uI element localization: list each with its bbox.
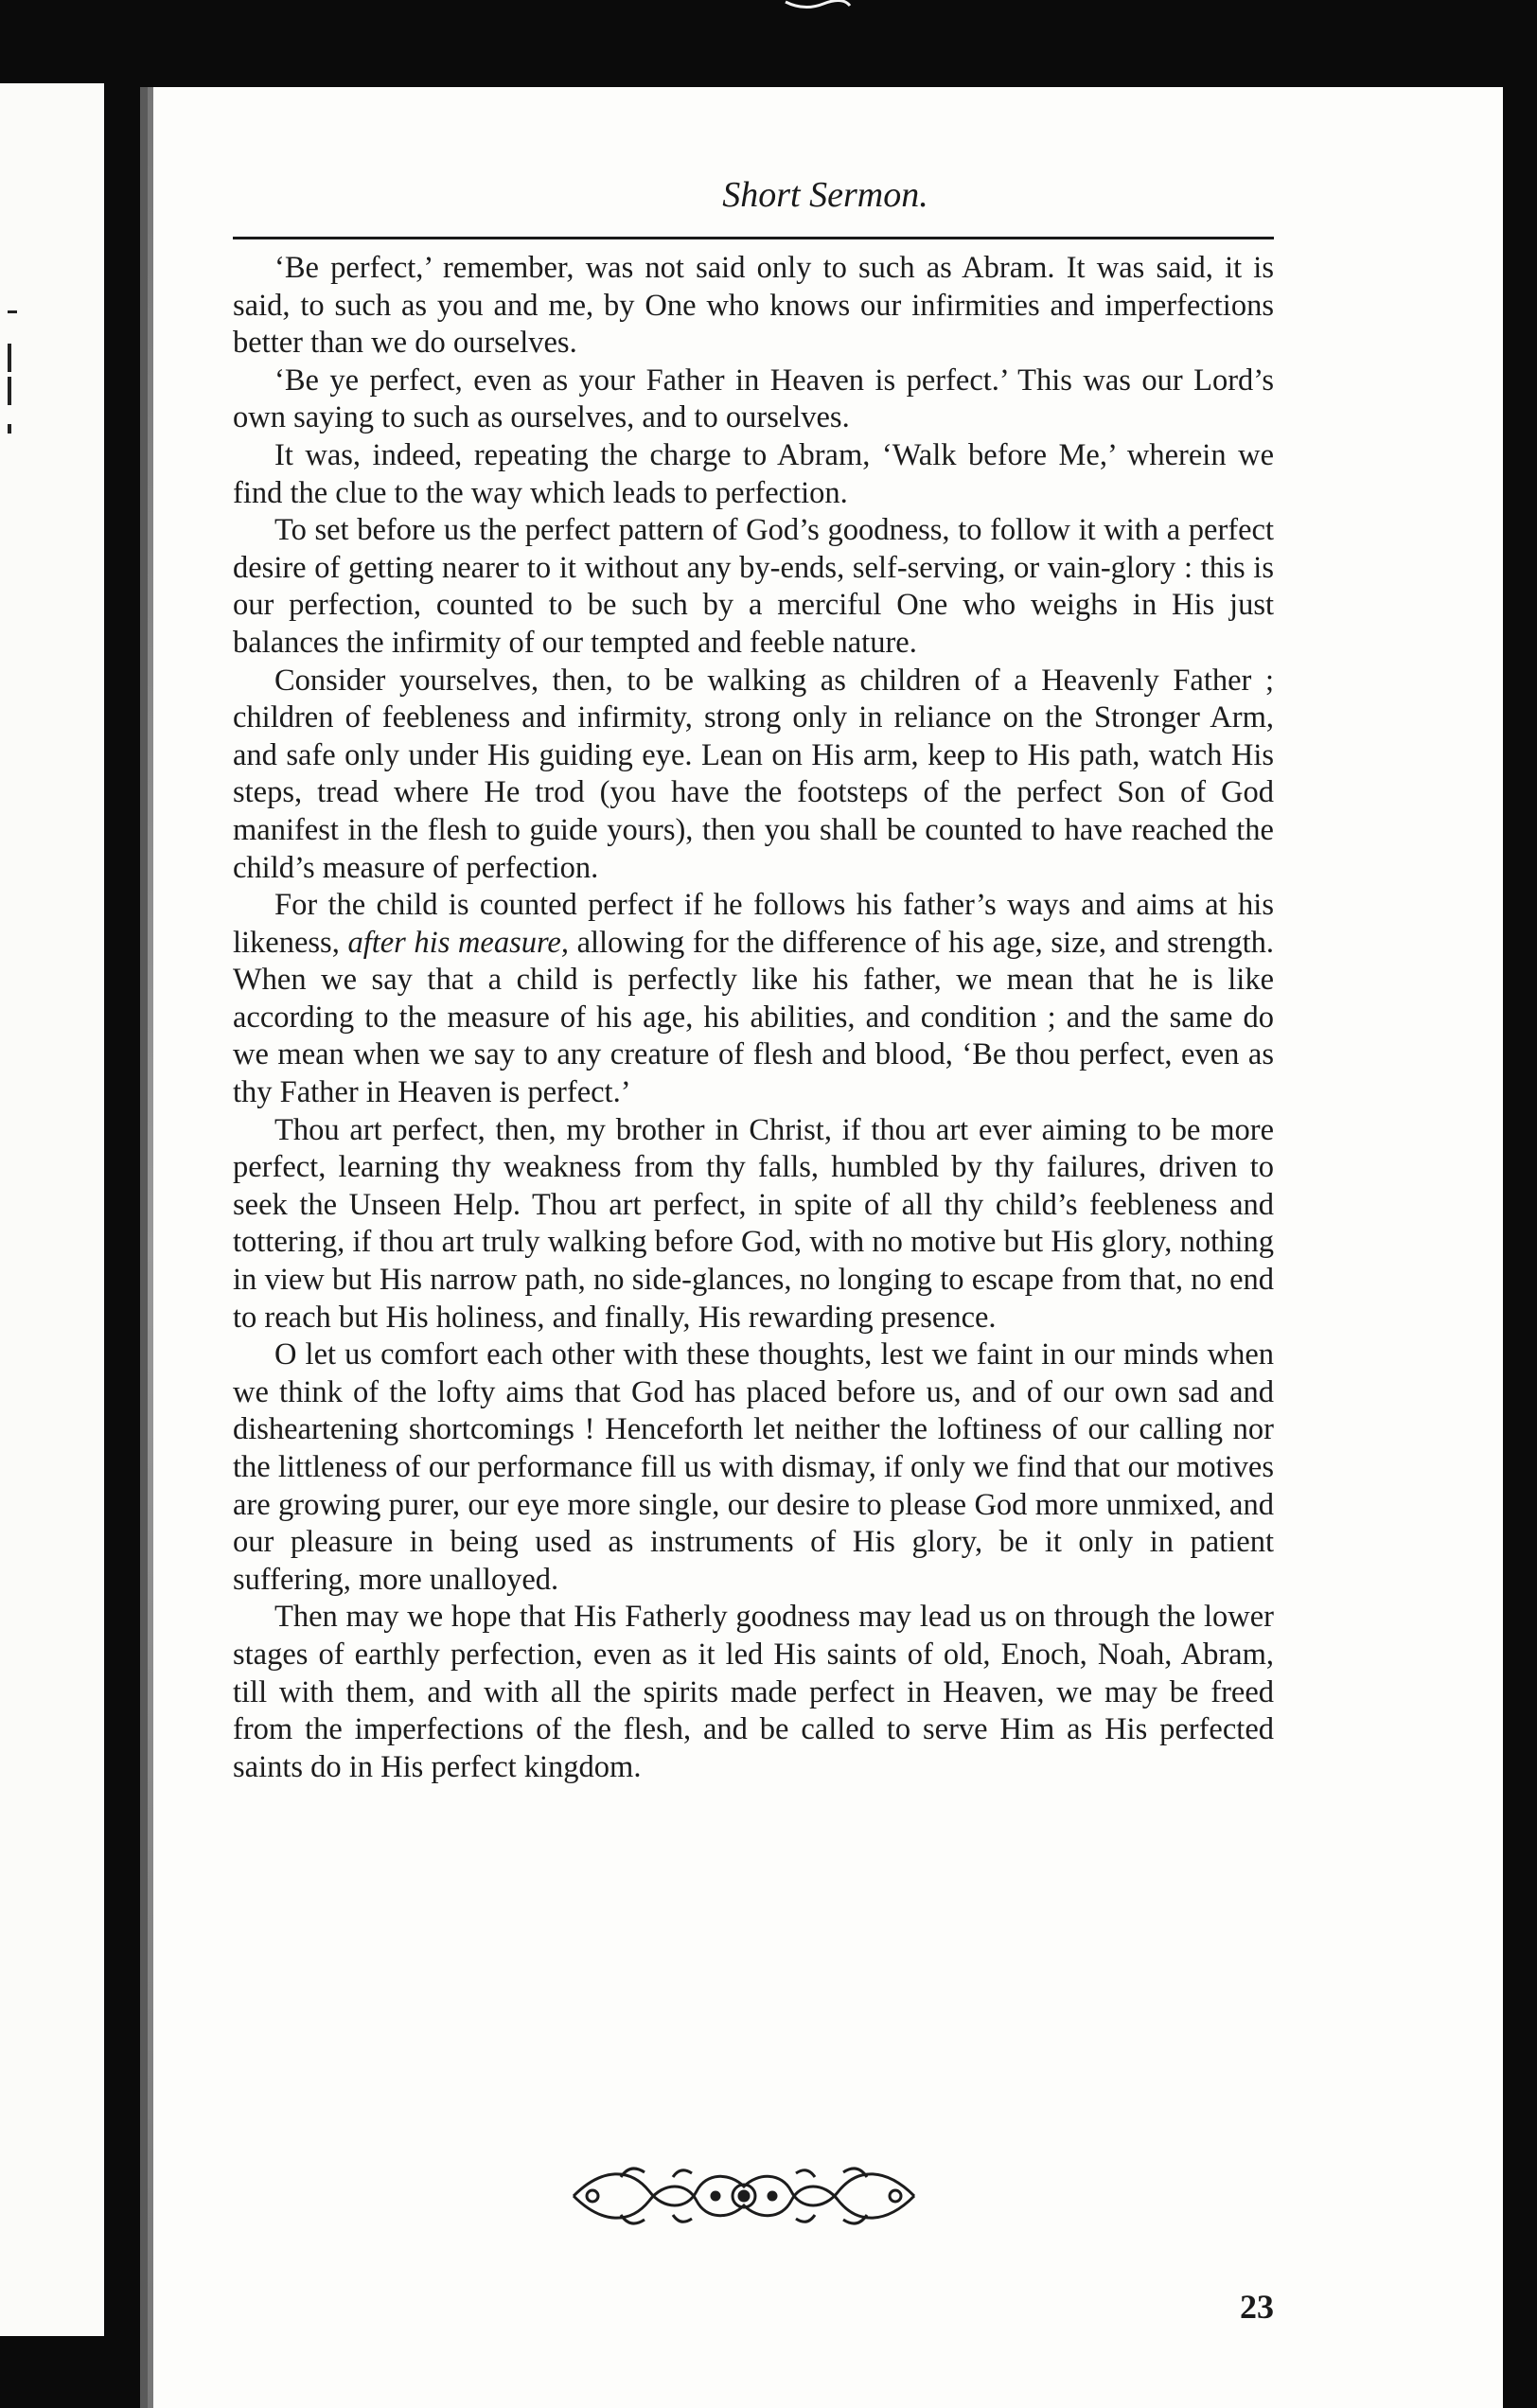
- scan-speck: [776, 0, 852, 13]
- floral-tailpiece-icon: [564, 2149, 924, 2243]
- paragraph: Consider yourselves, then, to be walking as children of a Heavenly Father ; children of feebleness and infirmity, strong only in reliance on the Stronger Arm, and safe only under His guiding eye. Lean on His arm, keep to His path, watch His steps, tread where He trod (you have the footsteps of the perfect Son of God manifest in the flesh to guide yours), then you shall be counted to have reached the child’s measure of perfection.: [233, 663, 1274, 885]
- sermon-text: [233, 250, 1274, 1786]
- page-number: 23: [1240, 2288, 1274, 2326]
- paragraph: [233, 887, 1274, 1112]
- paragraph: Thou art perfect, then, my brother in Christ, if thou art ever aiming to be more perfect, learning thy weakness from thy falls, humbled by thy failures, driven to seek the Unseen Help. Thou art perfect, in spite of all thy child’s feebleness and tottering, if thou art truly walking before God, with no motive but His glory, nothing in view but His narrow path, no side-glances, no longing to escape from that, no end to reach but His holiness, and finally, His rewarding presence.: [233, 1112, 1274, 1335]
- previous-page-edge: [0, 83, 104, 2336]
- book-page: [140, 87, 1503, 2408]
- paragraph-text: For the child is counted perfect if he follows his father’s ways and aims at his likeness,: [233, 888, 1274, 960]
- paragraph-text: allowing for the difference of his age, size, and strength. When we say that a child is perfectly like his father, we mean that he is like according to the measure of his age, his abilities, and condition ; and the same do we mean when we say to any creature of flesh and blood, ‘Be thou perfect, even as thy Father in Heaven is perfect.’: [233, 925, 1274, 1110]
- paragraph: To set before us the perfect pattern of God’s goodness, to follow it with a perfect desire of getting nearer to it without any by-ends, self-serving, or vain-glory : this is our perfection, counted to be such by a merciful One who weighs in His just balances the infirmity of our tempted and feeble nature.: [233, 513, 1274, 660]
- paragraph: O let us comfort each other with these thoughts, lest we faint in our minds when we think of the lofty aims that God has placed before us, and of our own sad and disheartening shortcomings ! Henceforth let neither the loftiness of our calling nor the littleness of our performance fill us with dismay, if only we find that our motives are growing purer, our eye more single, our desire to please God more unmixed, and our pleasure in being used as instruments of His glory, be it only in patient suffering, more unalloyed.: [233, 1337, 1274, 1597]
- header-rule: [233, 237, 1274, 239]
- paragraph: ‘Be ye perfect, even as your Father in Heaven is perfect.’ This was our Lord’s own saying to such as ourselves, and to ourselves.: [233, 363, 1274, 435]
- paragraph: ‘Be perfect,’ remember, was not said only to such as Abram. It was said, it is said, to such as you and me, by One who knows our infirmities and imperfections better than we do ourselves.: [233, 251, 1274, 361]
- italic-phrase: after his measure,: [347, 925, 569, 960]
- page-spine-shadow: [148, 87, 153, 2408]
- paragraph: It was, indeed, repeating the charge to Abram, ‘Walk before Me,’ wherein we find the clue to the way which leads to perfection.: [233, 437, 1274, 510]
- running-head: Short Sermon.: [722, 175, 928, 215]
- paragraph: Then may we hope that His Fatherly goodness may lead us on through the lower stages of earthly perfection, even as it led His saints of old, Enoch, Noah, Abram, till with them, and with all the spirits made perfect in Heaven, we may be freed from the imperfections of the flesh, and be called to serve Him as His perfected saints do in His perfect kingdom.: [233, 1600, 1274, 1784]
